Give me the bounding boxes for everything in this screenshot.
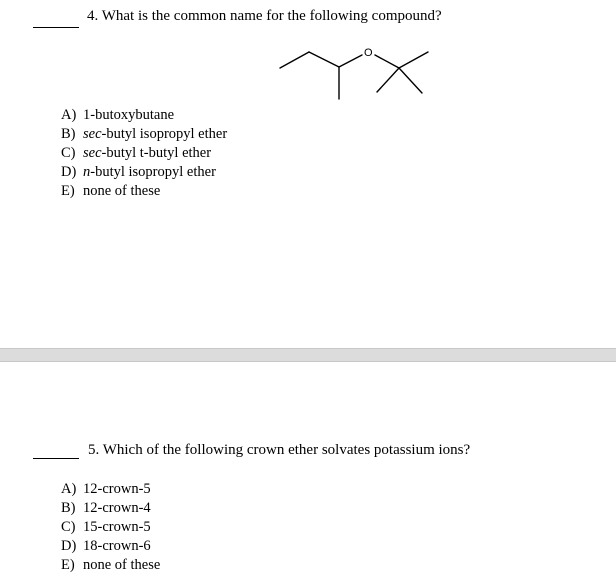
oxygen-label: O [364,47,373,59]
q4-option-b[interactable]: B) sec-butyl isopropyl ether [61,126,228,142]
question-5-prompt: 5. Which of the following crown ether solvates potassium ions? [88,442,471,458]
q4-options-list [61,106,227,201]
q4-option-c[interactable]: C) sec-butyl t-butyl ether [61,145,212,161]
q4-option-d[interactable]: D) n-butyl isopropyl ether [61,164,216,180]
page-separator [0,348,616,362]
q4-option-a[interactable]: A) 1-butoxybutane [61,107,175,123]
q5-option-e[interactable]: E) none of these [61,557,161,573]
bond-ch2-ch [309,52,339,67]
bond-c-methyl-2 [399,68,422,93]
q5-option-d[interactable]: D) 18-crown-6 [61,538,151,554]
q5-option-c[interactable]: C) 15-crown-5 [61,519,151,535]
bond-ch-oxygen [339,55,362,67]
compound-structure [278,40,438,104]
q5-option-a[interactable]: A) 12-crown-5 [61,481,151,497]
bond-oxygen-quaternary-c [375,55,399,68]
q4-option-e[interactable]: E) none of these [61,183,161,199]
q5-options-list [61,480,160,575]
page-question-5 [0,362,616,583]
q5-option-b[interactable]: B) 12-crown-4 [61,500,151,516]
bond-c-methyl-3 [377,68,399,92]
answer-blank-q5[interactable] [33,458,79,459]
bond-c-methyl-1 [399,52,428,68]
bond-ch3-ch2 [280,52,309,68]
answer-blank-q4[interactable] [33,27,79,28]
question-4-prompt: 4. What is the common name for the following compound? [87,8,442,24]
